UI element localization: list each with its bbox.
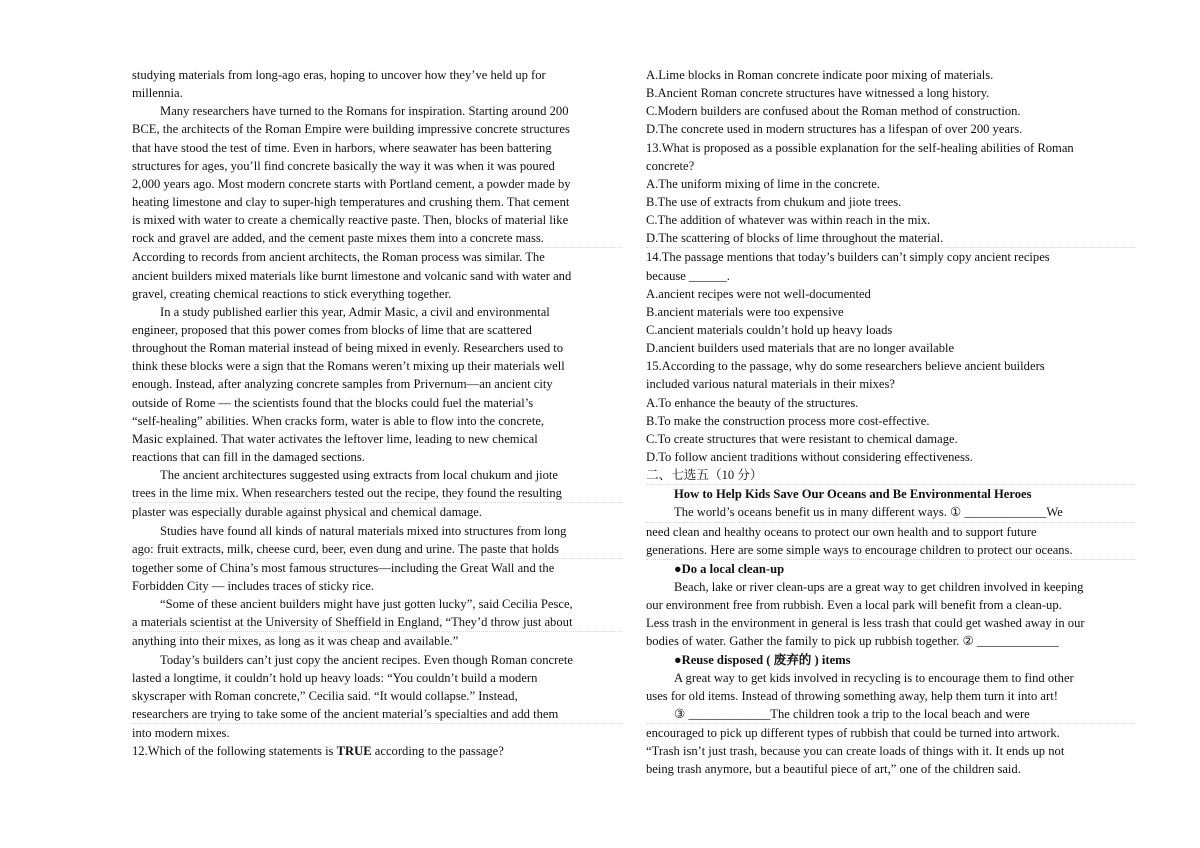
text-line [646, 229, 1136, 248]
text-line [132, 466, 622, 484]
line-text: 2,000 years ago. Most modern concrete starts with Portland cement, a powder made by [132, 176, 571, 191]
text-line [132, 503, 622, 521]
line-text: outside of Rome — the scientists found that the blocks could fuel the material’s [132, 395, 534, 410]
line-text: because ______. [646, 268, 730, 283]
text-line [132, 577, 622, 595]
line-text: 15.According to the passage, why do some researchers believe ancient builders [646, 359, 1045, 374]
line-text: A.To enhance the beauty of the structures. [646, 395, 859, 410]
line-text: ③ _____________The children took a trip to the local beach and were [674, 706, 1030, 721]
line-text: C.Modern builders are confused about the Roman method of construction. [646, 104, 1021, 119]
line-text: 13.What is proposed as a possible explanation for the self-healing abilities of Roman [646, 140, 1074, 155]
line-text: B.Ancient Roman concrete structures have witnessed a long history. [646, 86, 990, 101]
line-text: ancient builders mixed materials like burnt limestone and volcanic sand with water and [132, 268, 572, 283]
line-text: being trash anymore, but a beautiful piece of art,” one of the children said. [646, 762, 1021, 777]
line-text: Forbidden City — includes traces of sticky rice. [132, 578, 375, 593]
line-text: is mixed with water to create a chemically reactive paste. Then, blocks of material like [132, 213, 569, 228]
line-text: C.ancient materials couldn’t hold up heavy loads [646, 322, 893, 337]
line-text: According to records from ancient architects, the Roman process was similar. The [132, 250, 545, 265]
text-line [646, 560, 1136, 578]
line-text: into modern mixes. [132, 726, 230, 741]
text-line [646, 669, 1136, 687]
text-line [646, 193, 1136, 211]
line-text: uses for old items. Instead of throwing something away, help them turn it into art! [646, 688, 1058, 703]
text-line [132, 448, 622, 466]
text-line [132, 430, 622, 448]
line-text: 12.Which of the following statements is [132, 744, 337, 759]
line-text: included various natural materials in their mixes? [646, 377, 895, 392]
text-line [132, 613, 622, 632]
line-text: a materials scientist at the University of Sheffield in England, “They’d throw just about [132, 615, 573, 630]
text-line [132, 687, 622, 705]
line-text: C.To create structures that were resistant to chemical damage. [646, 431, 958, 446]
line-text: need clean and healthy oceans to protect our own health and to support future [646, 524, 1037, 539]
line-text: B.ancient materials were too expensive [646, 304, 844, 319]
line-text: The ancient architectures suggested using extracts from local chukum and jiote [160, 468, 558, 483]
text-line [646, 614, 1136, 632]
line-text: encouraged to pick up different types of rubbish that could be turned into artwork. [646, 726, 1060, 741]
line-text: Beach, lake or river clean-ups are a great way to get children involved in keeping [674, 579, 1084, 594]
line-text: ●Reuse disposed ( 废弃的 ) items [674, 652, 851, 667]
text-line [646, 430, 1136, 448]
text-line [132, 267, 622, 285]
line-text: BCE, the architects of the Roman Empire were building impressive concrete structures [132, 122, 570, 137]
line-text: “Some of these ancient builders might have just gotten lucky”, said Cecilia Pesce, [160, 597, 573, 612]
line-text: ●Do a local clean-up [674, 561, 785, 576]
text-line [132, 522, 622, 540]
text-line [646, 211, 1136, 229]
text-line [646, 357, 1136, 375]
text-line [646, 248, 1136, 266]
line-text: researchers are trying to take some of the ancient material’s specialties and add them [132, 706, 559, 721]
text-line [646, 412, 1136, 430]
line-text: How to Help Kids Save Our Oceans and Be Environmental Heroes [674, 487, 1032, 502]
text-line [646, 267, 1136, 285]
text-line [646, 66, 1136, 84]
line-text-tail: according to the passage? [371, 744, 504, 759]
text-line [132, 559, 622, 577]
text-line [646, 651, 1136, 669]
line-text: gravel, creating chemical reactions to stick everything together. [132, 286, 452, 301]
line-text: think these blocks were a sign that the Romans weren’t mixing up their materials well [132, 359, 565, 374]
line-text: structures for ages, you’ll find concrete basically the way it was when it was poured [132, 158, 555, 173]
line-text: “Trash isn’t just trash, because you can create loads of things with it. It ends up not [646, 744, 1065, 759]
text-line [132, 175, 622, 193]
text-line [132, 484, 622, 503]
line-text: “self-healing” abilities. When cracks form, water is able to flow into the concrete, [132, 413, 545, 428]
line-text: concrete? [646, 158, 695, 173]
line-text: trees in the lime mix. When researchers tested out the recipe, they found the resulting [132, 486, 562, 501]
line-text: In a study published earlier this year, Admir Masic, a civil and environmental [160, 304, 550, 319]
line-text: skyscraper with Roman concrete,” Cecilia said. “It would collapse.” Instead, [132, 688, 518, 703]
line-text: enough. Instead, after analyzing concrete samples from Privernum—an ancient city [132, 377, 553, 392]
text-line [646, 687, 1136, 705]
line-text: rock and gravel are added, and the cement paste mixes them into a concrete mass. [132, 231, 544, 246]
text-line [132, 120, 622, 138]
text-line [646, 596, 1136, 614]
line-text: millennia. [132, 86, 183, 101]
text-line [646, 448, 1136, 466]
line-text: reactions that can fill in the damaged sections. [132, 449, 365, 464]
text-line [132, 211, 622, 229]
line-text: D.The scattering of blocks of lime throughout the material. [646, 231, 944, 246]
text-line [132, 595, 622, 613]
line-text: B.To make the construction process more cost-effective. [646, 413, 930, 428]
line-text: Masic explained. That water activates the leftover lime, leading to new chemical [132, 431, 538, 446]
line-text: C.The addition of whatever was within reach in the mix. [646, 213, 931, 228]
line-text: bodies of water. Gather the family to pick up rubbish together. ② _____________ [646, 634, 1059, 649]
text-line [646, 339, 1136, 357]
text-line [132, 84, 622, 102]
text-line [646, 394, 1136, 412]
text-line [646, 503, 1136, 522]
text-line [132, 651, 622, 669]
line-text: Less trash in the environment in general is less trash that could get washed away in our [646, 616, 1085, 631]
text-line [132, 139, 622, 157]
text-line [132, 248, 622, 266]
text-line [132, 321, 622, 339]
line-text: engineer, proposed that this power comes from blocks of lime that are scattered [132, 322, 532, 337]
text-line [132, 102, 622, 120]
text-line [646, 157, 1136, 175]
text-line [132, 66, 622, 84]
text-line [132, 285, 622, 303]
text-line [646, 632, 1136, 650]
line-text: heating limestone and clay to super-high temperatures and crushing them. That cement [132, 194, 570, 209]
text-line [132, 394, 622, 412]
line-text: Today’s builders can’t just copy the ancient recipes. Even though Roman concrete [160, 652, 573, 667]
line-text: that have stood the test of time. Even in harbors, where seawater has been battering [132, 140, 552, 155]
left-column [132, 66, 622, 760]
line-text: D.ancient builders used materials that are no longer available [646, 341, 955, 356]
text-line [132, 157, 622, 175]
text-line [646, 760, 1136, 778]
line-text: ago: fruit extracts, milk, cheese curd, beer, even dung and urine. The paste that holds [132, 541, 559, 556]
line-text: throughout the Roman material instead of being mixed in evenly. Researchers used to [132, 341, 564, 356]
text-line [646, 705, 1136, 724]
line-text: The world’s oceans benefit us in many different ways. ① _____________We [674, 505, 1063, 520]
line-text: Studies have found all kinds of natural materials mixed into structures from long [160, 523, 567, 538]
text-line [132, 669, 622, 687]
text-line [646, 84, 1136, 102]
line-text: studying materials from long-ago eras, hoping to uncover how they’ve held up for [132, 68, 546, 82]
line-text: D.To follow ancient traditions without considering effectiveness. [646, 449, 973, 464]
text-line [646, 139, 1136, 157]
text-line [132, 193, 622, 211]
text-line [646, 724, 1136, 742]
text-line [646, 523, 1136, 541]
emphasis-text: TRUE [336, 744, 372, 759]
text-line [132, 742, 622, 760]
line-text: plaster was especially durable against physical and chemical damage. [132, 505, 483, 520]
text-line [132, 412, 622, 430]
line-text: A.ancient recipes were not well-documented [646, 286, 871, 301]
line-text: generations. Here are some simple ways to encourage children to protect our oceans. [646, 542, 1073, 557]
text-line [132, 339, 622, 357]
line-text: 二、七选五（10 分） [646, 468, 763, 483]
line-text: A.The uniform mixing of lime in the concrete. [646, 176, 880, 191]
line-text: A great way to get kids involved in recycling is to encourage them to find other [674, 670, 1074, 685]
text-line [646, 466, 1136, 485]
line-text: B.The use of extracts from chukum and jiote trees. [646, 194, 902, 209]
text-line [646, 303, 1136, 321]
line-text: Many researchers have turned to the Romans for inspiration. Starting around 200 [160, 104, 569, 119]
line-text: 14.The passage mentions that today’s builders can’t simply copy ancient recipes [646, 250, 1050, 265]
text-line [646, 485, 1136, 503]
text-line [132, 229, 622, 248]
text-line [132, 632, 622, 650]
right-column [646, 66, 1136, 778]
text-line [646, 578, 1136, 596]
line-text: together some of China’s most famous structures—including the Great Wall and the [132, 560, 555, 575]
line-text: D.The concrete used in modern structures has a lifespan of over 200 years. [646, 122, 1023, 137]
text-line [132, 705, 622, 724]
text-line [132, 303, 622, 321]
text-line [646, 742, 1136, 760]
text-line [646, 285, 1136, 303]
text-line [646, 120, 1136, 138]
text-line [646, 541, 1136, 560]
line-text: our environment free from rubbish. Even a local park will benefit from a clean-up. [646, 598, 1062, 613]
text-line [132, 540, 622, 559]
line-text: lasted a longtime, it couldn’t hold up heavy loads: “You couldn’t build a modern [132, 670, 538, 685]
text-line [646, 375, 1136, 393]
line-text: A.Lime blocks in Roman concrete indicate poor mixing of materials. [646, 68, 994, 82]
text-line [646, 102, 1136, 120]
text-line [646, 321, 1136, 339]
text-line [132, 375, 622, 393]
text-line [132, 724, 622, 742]
text-line [646, 175, 1136, 193]
text-line [132, 357, 622, 375]
line-text: anything into their mixes, as long as it was cheap and available.” [132, 634, 459, 649]
